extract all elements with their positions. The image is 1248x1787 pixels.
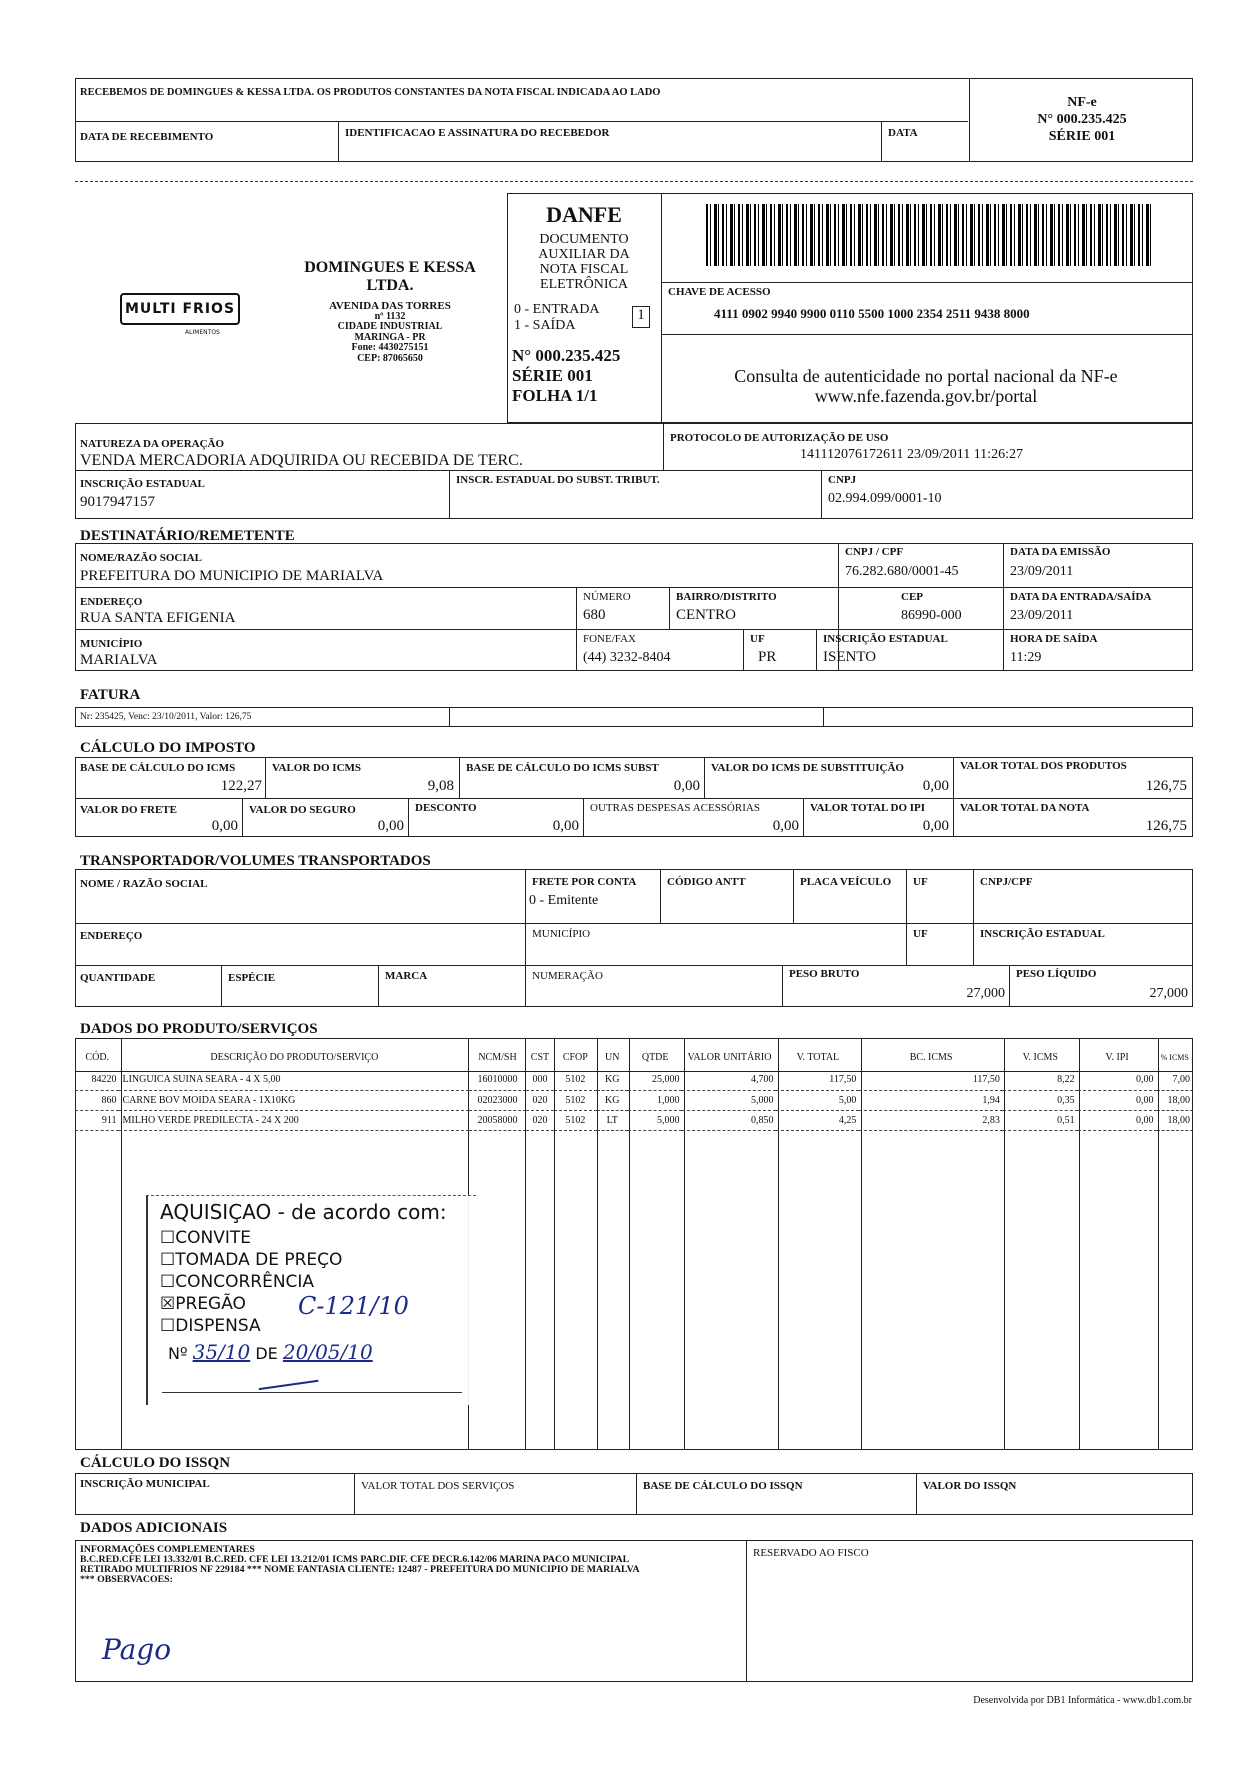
paid-handwriting: Pago bbox=[102, 1633, 172, 1666]
company-logo: MULTI FRIOS bbox=[120, 293, 240, 325]
row-icms-rate: 18,00 bbox=[1167, 1114, 1190, 1126]
stub-nfe-title: NF-e bbox=[1067, 95, 1097, 110]
row-bc-icms: 117,50 bbox=[972, 1074, 1000, 1086]
recipient-ie: ISENTO bbox=[823, 649, 877, 665]
recipient-box bbox=[75, 543, 1193, 671]
st-registration-label: INSCR. ESTADUAL DO SUBST. TRIBUT. bbox=[456, 474, 660, 486]
col-icms-rate-header: % ICMS bbox=[1160, 1053, 1189, 1062]
volume-qty-label: QUANTIDADE bbox=[80, 972, 156, 984]
row-description: MILHO VERDE PREDILECTA - 24 X 200 bbox=[122, 1114, 299, 1126]
icms-base: 122,27 bbox=[220, 778, 262, 794]
stamp-pregao-handwriting: C-121/10 bbox=[298, 1292, 409, 1320]
carrier-city-label: MUNICÍPIO bbox=[532, 928, 591, 940]
danfe-subtitle: DOCUMENTO AUXILIAR DA NOTA FISCAL ELETRÔNICA bbox=[538, 232, 630, 292]
row-unit-price: 0,850 bbox=[750, 1114, 774, 1126]
products-total: 126,75 bbox=[1145, 778, 1187, 794]
col-qty-header: QTDE bbox=[641, 1052, 669, 1063]
vehicle-plate-label: PLACA VEÍCULO bbox=[800, 876, 892, 888]
freight-mode: 0 - Emitente bbox=[529, 893, 599, 908]
row-code: 84220 bbox=[91, 1074, 117, 1086]
danfe-title: DANFE bbox=[546, 202, 622, 227]
issqn-box bbox=[75, 1473, 1193, 1515]
barcode-image bbox=[706, 204, 1152, 266]
operation-nature: VENDA MERCADORIA ADQUIRIDA OU RECEBIDA DE TERC. bbox=[80, 452, 523, 469]
recipient-district-label: BAIRRO/DISTRITO bbox=[676, 591, 777, 603]
exit-time-label: HORA DE SAÍDA bbox=[1010, 633, 1098, 645]
protocol-value: 141112076172611 23/09/2011 11:26:27 bbox=[800, 447, 1023, 462]
stamp-option-concorrencia: ☐CONCORRÊNCIA bbox=[160, 1272, 315, 1292]
stamp-signature bbox=[258, 1372, 319, 1390]
recipient-address-label: ENDEREÇO bbox=[80, 596, 143, 608]
col-description-header: DESCRIÇÃO DO PRODUTO/SERVIÇO bbox=[210, 1052, 379, 1063]
col-bc-icms-header: BC. ICMS bbox=[909, 1052, 953, 1063]
insurance-label: VALOR DO SEGURO bbox=[249, 804, 356, 816]
row-ipi: 0,00 bbox=[1136, 1094, 1154, 1106]
consult-text: Consulta de autenticidade no portal nacional da NF-e bbox=[734, 366, 1118, 386]
row-icms: 0,51 bbox=[1057, 1114, 1075, 1126]
stamp-option-pregao: ☒PREGÃO bbox=[160, 1294, 246, 1314]
row-ncm: 20058000 bbox=[477, 1114, 518, 1126]
direction-value: 1 bbox=[632, 306, 650, 328]
section-issqn: CÁLCULO DO ISSQN bbox=[80, 1455, 231, 1471]
table-row bbox=[75, 1110, 1193, 1130]
freight-label: VALOR DO FRETE bbox=[80, 804, 177, 816]
cnpj-value: 02.994.099/0001-10 bbox=[828, 491, 942, 506]
invoice-text: Nr: 235425, Venc: 23/10/2011, Valor: 126,75 bbox=[80, 712, 252, 722]
cut-line bbox=[75, 181, 1193, 182]
row-ncm: 02023000 bbox=[477, 1094, 518, 1106]
icms-base-label: BASE DE CÁLCULO DO ICMS bbox=[80, 762, 236, 774]
carrier-name-label: NOME / RAZÃO SOCIAL bbox=[80, 878, 208, 890]
products-table bbox=[75, 1045, 1193, 1131]
issqn-value-label: VALOR DO ISSQN bbox=[923, 1480, 1017, 1492]
issue-date: 23/09/2011 bbox=[1010, 564, 1074, 579]
row-qty: 25,000 bbox=[651, 1074, 680, 1086]
section-products: DADOS DO PRODUTO/SERVIÇOS bbox=[80, 1021, 318, 1037]
stub-nfe-series: SÉRIE 001 bbox=[1048, 129, 1116, 144]
section-invoice: FATURA bbox=[80, 687, 141, 703]
transport-box bbox=[75, 869, 1193, 1007]
stub-date-label: DATA bbox=[888, 127, 918, 139]
vehicle-state-label: UF bbox=[913, 876, 928, 888]
recipient-name: PREFEITURA DO MUNICIPIO DE MARIALVA bbox=[80, 568, 384, 584]
section-tax: CÁLCULO DO IMPOSTO bbox=[80, 740, 256, 756]
icms-st-value-label: VALOR DO ICMS DE SUBSTITUIÇÃO bbox=[711, 762, 904, 774]
icms-value-label: VALOR DO ICMS bbox=[272, 762, 362, 774]
stamp-option-convite: ☐CONVITE bbox=[160, 1228, 251, 1248]
volume-numbering-label: NUMERAÇÃO bbox=[532, 970, 603, 982]
fisco-reserved-label: RESERVADO AO FISCO bbox=[753, 1547, 869, 1559]
services-total-label: VALOR TOTAL DOS SERVIÇOS bbox=[361, 1480, 515, 1492]
row-bc-icms: 1,94 bbox=[982, 1094, 1000, 1106]
company-name: DOMINGUES E KESSA LTDA. bbox=[304, 259, 476, 294]
gross-weight: 27,000 bbox=[966, 986, 1005, 1001]
issue-date-label: DATA DA EMISSÃO bbox=[1010, 546, 1111, 558]
row-icms: 0,35 bbox=[1057, 1094, 1075, 1106]
company-address: AVENIDA DAS TORRES nº 1132 CIDADE INDUSTRIAL MARINGA - PR Fone: 4430275151 CEP: 87065650 bbox=[329, 300, 451, 364]
col-cst-header: CST bbox=[530, 1052, 550, 1063]
icms-st-base: 0,00 bbox=[673, 778, 700, 794]
products-header-row bbox=[75, 1045, 1193, 1070]
section-recipient: DESTINATÁRIO/REMETENTE bbox=[80, 528, 295, 544]
additional-info: INFORMAÇÕES COMPLEMENTARES B.C.RED.CFE LEI 13.332/01 B.C.RED. CFE LEI 13.212/01 ICMS PARC.DIF. CFE DECR.6.142/06 MARINA PACO MUNICIPAL RETIRADO MULTIFRIOS NF 229184 *** NOME FANTASIA CLIENTE: 12487 - PREFEITURA DO MUNICIPIO DE MARIALVA *** OBSERVACOES: bbox=[80, 1544, 640, 1585]
row-qty: 5,000 bbox=[656, 1114, 680, 1126]
col-unit-header: UN bbox=[605, 1052, 620, 1063]
danfe-series: SÉRIE 001 bbox=[512, 366, 593, 385]
col-code-header: CÓD. bbox=[85, 1052, 110, 1063]
operation-nature-label: NATUREZA DA OPERAÇÃO bbox=[80, 438, 225, 450]
row-total: 117,50 bbox=[829, 1074, 857, 1086]
discount: 0,00 bbox=[552, 818, 579, 834]
row-cst: 020 bbox=[532, 1094, 548, 1106]
icms-st-base-label: BASE DE CÁLCULO DO ICMS SUBST bbox=[466, 762, 659, 774]
other-expenses: 0,00 bbox=[772, 818, 799, 834]
row-cfop: 5102 bbox=[565, 1094, 586, 1106]
row-code: 911 bbox=[101, 1114, 117, 1126]
recipient-city-label: MUNICÍPIO bbox=[80, 638, 143, 650]
footer-credit: Desenvolvida por DB1 Informática - www.db1.com.br bbox=[973, 1695, 1192, 1706]
row-icms: 8,22 bbox=[1057, 1074, 1075, 1086]
stamp-number-line: Nº 35/10 DE 20/05/10 bbox=[168, 1340, 373, 1364]
recipient-phone: (44) 3232-8404 bbox=[583, 650, 671, 665]
direction-saida: 1 - SAÍDA bbox=[514, 318, 576, 333]
row-icms-rate: 18,00 bbox=[1167, 1094, 1190, 1106]
municipal-registration-label: INSCRIÇÃO MUNICIPAL bbox=[80, 1478, 210, 1490]
row-cfop: 5102 bbox=[565, 1074, 586, 1086]
table-row bbox=[75, 1090, 1193, 1110]
direction-entrada: 0 - ENTRADA bbox=[514, 302, 600, 317]
stub-receipt-date-label: DATA DE RECEBIMENTO bbox=[80, 131, 214, 143]
protocol-label: PROTOCOLO DE AUTORIZAÇÃO DE USO bbox=[670, 432, 889, 444]
row-ipi: 0,00 bbox=[1136, 1074, 1154, 1086]
products-total-label: VALOR TOTAL DOS PRODUTOS bbox=[960, 760, 1127, 772]
col-unit-price-header: VALOR UNITÁRIO bbox=[687, 1051, 772, 1063]
state-registration-label: INSCRIÇÃO ESTADUAL bbox=[80, 478, 205, 490]
danfe-number: N° 000.235.425 bbox=[512, 346, 621, 365]
recipient-address: RUA SANTA EFIGENIA bbox=[80, 610, 236, 626]
row-cfop: 5102 bbox=[565, 1114, 586, 1126]
discount-label: DESCONTO bbox=[415, 802, 477, 814]
recipient-phone-label: FONE/FAX bbox=[583, 633, 636, 645]
issqn-base-label: BASE DE CÁLCULO DO ISSQN bbox=[643, 1480, 803, 1492]
net-weight-label: PESO LÍQUIDO bbox=[1016, 968, 1097, 980]
stamp-option-tomada: ☐TOMADA DE PREÇO bbox=[160, 1250, 343, 1270]
recipient-state-label: UF bbox=[750, 633, 765, 645]
state-registration: 9017947157 bbox=[80, 494, 155, 510]
volume-species-label: ESPÉCIE bbox=[228, 972, 276, 984]
volume-brand-label: MARCA bbox=[385, 970, 428, 982]
col-ncm-header: NCM/SH bbox=[478, 1052, 517, 1063]
recipient-zip: 86990-000 bbox=[901, 608, 962, 623]
antt-code-label: CÓDIGO ANTT bbox=[667, 876, 746, 888]
insurance: 0,00 bbox=[377, 818, 404, 834]
stub-header: RECEBEMOS DE DOMINGUES & KESSA LTDA. OS PRODUTOS CONSTANTES DA NOTA FISCAL INDICADA AO LADO bbox=[80, 87, 661, 98]
row-unit: LT bbox=[606, 1114, 618, 1126]
operation-box bbox=[75, 423, 1193, 519]
freight-mode-label: FRETE POR CONTA bbox=[532, 876, 637, 888]
stamp-option-dispensa: ☐DISPENSA bbox=[160, 1316, 261, 1336]
row-qty: 1,000 bbox=[656, 1094, 680, 1106]
access-key-value: 4111 0902 9940 9900 0110 5500 1000 2354 2511 9438 8000 bbox=[714, 306, 1030, 321]
stamp-title: AQUISIÇAO - de acordo com: bbox=[160, 1200, 447, 1224]
row-ncm: 16010000 bbox=[477, 1074, 518, 1086]
recipient-cnpj-label: CNPJ / CPF bbox=[845, 546, 904, 558]
emitter-block bbox=[75, 193, 507, 423]
net-weight: 27,000 bbox=[1149, 986, 1188, 1001]
row-bc-icms: 2,83 bbox=[982, 1114, 1000, 1126]
recipient-number: 680 bbox=[583, 607, 606, 623]
row-icms-rate: 7,00 bbox=[1172, 1074, 1190, 1086]
col-cfop-header: CFOP bbox=[562, 1052, 588, 1063]
carrier-cnpj-label: CNPJ/CPF bbox=[980, 876, 1033, 888]
stamp-baseline bbox=[162, 1392, 462, 1393]
consult-url: www.nfe.fazenda.gov.br/portal bbox=[814, 386, 1038, 406]
row-total: 4,25 bbox=[838, 1114, 857, 1126]
recipient-ie-label: INSCRIÇÃO ESTADUAL bbox=[823, 633, 948, 645]
carrier-ie-label: INSCRIÇÃO ESTADUAL bbox=[980, 928, 1105, 940]
entry-date: 23/09/2011 bbox=[1010, 608, 1074, 623]
carrier-state-label: UF bbox=[913, 928, 928, 940]
row-cst: 000 bbox=[532, 1074, 548, 1086]
tax-box bbox=[75, 757, 1193, 837]
recipient-zip-label: CEP bbox=[901, 591, 923, 603]
row-unit-price: 5,000 bbox=[750, 1094, 774, 1106]
col-total-header: V. TOTAL bbox=[796, 1052, 840, 1063]
row-description: LINGUICA SUINA SEARA - 4 X 5,00 bbox=[122, 1074, 281, 1086]
col-ipi-header: V. IPI bbox=[1105, 1052, 1129, 1063]
invoice-box bbox=[75, 707, 1193, 727]
icms-value: 9,08 bbox=[427, 778, 454, 794]
recipient-district: CENTRO bbox=[676, 607, 736, 623]
recipient-number-label: NÚMERO bbox=[583, 591, 631, 603]
row-total: 5,00 bbox=[838, 1094, 857, 1106]
row-cst: 020 bbox=[532, 1114, 548, 1126]
row-unit-price: 4,700 bbox=[750, 1074, 774, 1086]
exit-time: 11:29 bbox=[1010, 650, 1042, 665]
access-key-box bbox=[662, 193, 1193, 423]
other-expenses-label: OUTRAS DESPESAS ACESSÓRIAS bbox=[590, 802, 760, 814]
logo-subtitle: ALIMENTOS bbox=[185, 329, 220, 336]
row-description: CARNE BOV MOIDA SEARA - 1X10KG bbox=[122, 1094, 296, 1106]
row-code: 860 bbox=[101, 1094, 117, 1106]
recipient-cnpj: 76.282.680/0001-45 bbox=[845, 564, 959, 579]
procurement-stamp bbox=[146, 1195, 476, 1405]
danfe-page: FOLHA 1/1 bbox=[512, 386, 598, 405]
access-key-label: CHAVE DE ACESSO bbox=[668, 286, 771, 298]
entry-date-label: DATA DA ENTRADA/SAÍDA bbox=[1010, 591, 1152, 603]
recipient-city: MARIALVA bbox=[80, 652, 158, 668]
section-additional: DADOS ADICIONAIS bbox=[80, 1520, 228, 1536]
additional-box bbox=[75, 1540, 1193, 1682]
row-ipi: 0,00 bbox=[1136, 1114, 1154, 1126]
freight: 0,00 bbox=[211, 818, 238, 834]
note-total-label: VALOR TOTAL DA NOTA bbox=[960, 802, 1090, 814]
note-total: 126,75 bbox=[1145, 818, 1187, 834]
row-unit: KG bbox=[605, 1094, 620, 1106]
cnpj-label: CNPJ bbox=[828, 474, 857, 486]
icms-st-value: 0,00 bbox=[922, 778, 949, 794]
col-icms-header: V. ICMS bbox=[1022, 1052, 1058, 1063]
recipient-name-label: NOME/RAZÃO SOCIAL bbox=[80, 552, 202, 564]
carrier-address-label: ENDEREÇO bbox=[80, 930, 143, 942]
section-transport: TRANSPORTADOR/VOLUMES TRANSPORTADOS bbox=[80, 853, 431, 869]
recipient-state: PR bbox=[758, 649, 777, 665]
table-row bbox=[75, 1070, 1193, 1090]
stub-signature-label: IDENTIFICACAO E ASSINATURA DO RECEBEDOR bbox=[345, 127, 610, 139]
ipi-total-label: VALOR TOTAL DO IPI bbox=[810, 802, 926, 814]
row-unit: KG bbox=[605, 1074, 620, 1086]
ipi-total: 0,00 bbox=[922, 818, 949, 834]
danfe-box bbox=[507, 193, 662, 423]
gross-weight-label: PESO BRUTO bbox=[789, 968, 860, 980]
receipt-stub bbox=[75, 78, 1193, 162]
stub-nfe-number: N° 000.235.425 bbox=[1037, 112, 1127, 127]
